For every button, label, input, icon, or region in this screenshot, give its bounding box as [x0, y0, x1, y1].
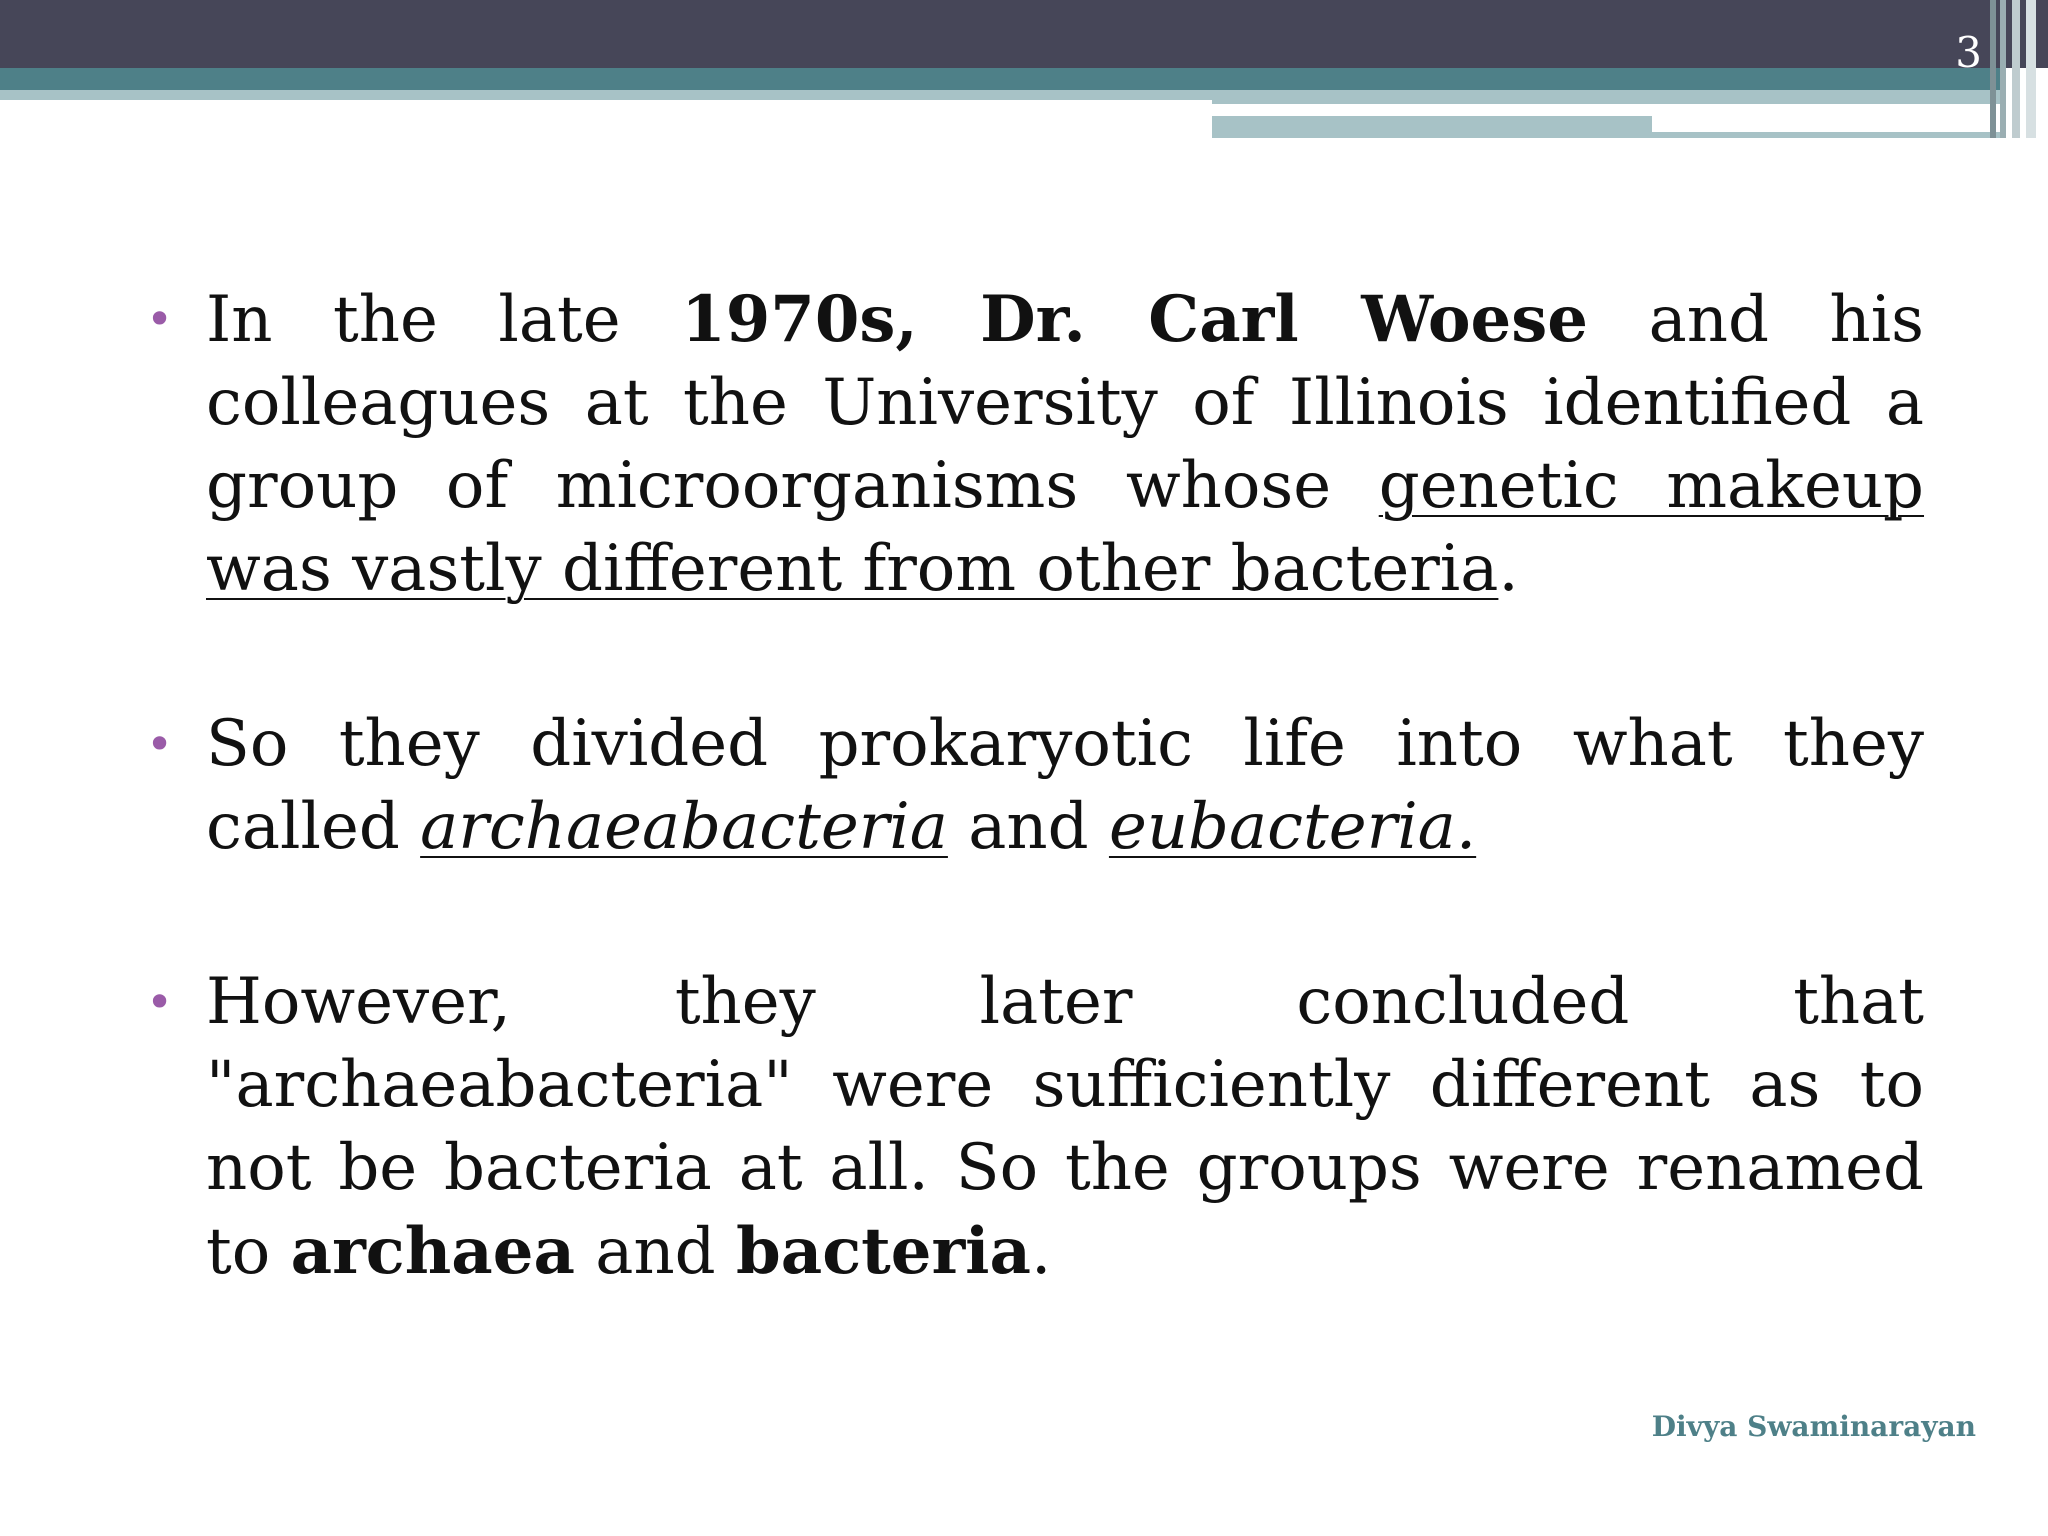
bullet-2-text: and [947, 790, 1109, 864]
header-band-light-right [1212, 90, 2000, 104]
header-bottom-strip-2 [1652, 132, 2000, 138]
bullet-3-term-bacteria: bacteria [735, 1214, 1031, 1289]
header-band-teal [0, 68, 2000, 90]
bullet-3-term-archaea: archaea [290, 1214, 575, 1289]
header-band-dark [0, 0, 2048, 68]
bullet-3-text: . [1030, 1215, 1052, 1289]
bullet-2-term-eubacteria: eubacteria. [1108, 790, 1477, 864]
bullet-1-text: . [1498, 532, 1519, 606]
bullet-3-text: and [574, 1215, 736, 1289]
slide-number: 3 [1955, 28, 1982, 77]
bullet-3-text: However, they later concluded that "archaeabacteria" were sufficiently different as to not be bacteria at all. So the groups were renamed to [206, 965, 1924, 1289]
header-vertical-bar [2000, 0, 2006, 138]
bullet-2-term-archaeabacteria: archaeabacteria [420, 790, 948, 864]
bullet-item-1 [146, 278, 1924, 611]
footer-author: Divya Swaminarayan [1651, 1410, 1976, 1443]
bullet-dot: • [146, 975, 174, 1029]
bullet-2-text: So they divided prokaryotic life into what they called [206, 707, 1924, 864]
bullet-dot: • [146, 292, 174, 346]
header-vertical-bar [2026, 0, 2036, 138]
bullet-item-3 [146, 961, 1924, 1294]
header-vertical-bar [2012, 0, 2020, 138]
bullet-1-bold-name: 1970s, Dr. Carl Woese [681, 282, 1589, 357]
bullet-dot: • [146, 717, 174, 771]
header-bottom-strip [1212, 116, 1652, 138]
bullet-1-text: In the late [206, 283, 682, 357]
header-band-light-left [0, 90, 1212, 100]
bullet-item-2 [146, 703, 1924, 869]
slide-content [146, 278, 1924, 1294]
bullet-1-underlined: genetic makeup was vastly different from other bacteria [206, 449, 1925, 606]
header-vertical-bar [1990, 0, 1996, 138]
bullet-1-text: and his colleagues at the University of Illinois identified a group of microorganisms whose [206, 283, 1925, 523]
